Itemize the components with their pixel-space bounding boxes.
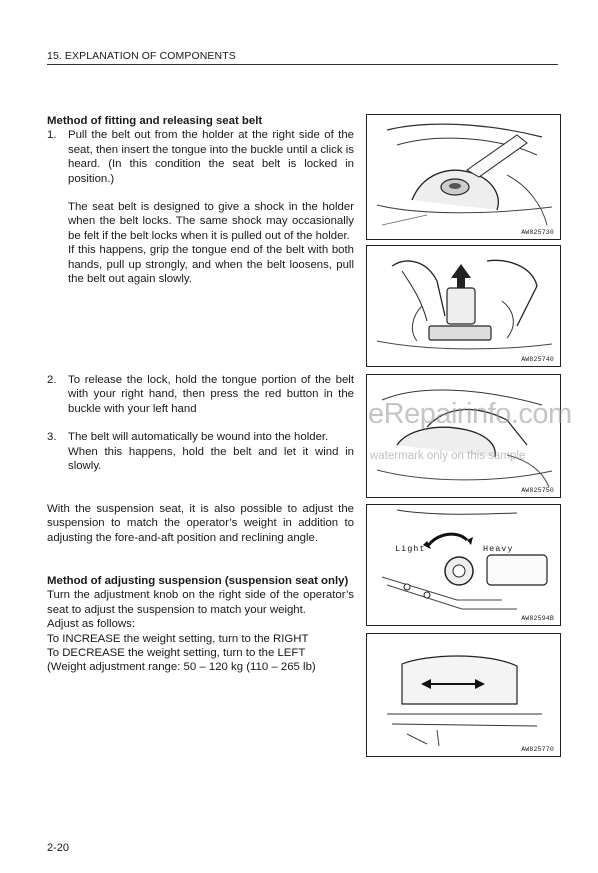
figure-label: AW825740 — [521, 356, 554, 363]
header-rule — [47, 64, 558, 65]
step-1 — [47, 128, 354, 186]
belt-holder-illustration — [367, 115, 560, 239]
figure-pull-up-belt — [366, 245, 561, 367]
adjust-as-follows: Adjust as follows: — [47, 618, 135, 631]
adjusting-heading: Method of adjusting suspension (suspension seat only) — [47, 575, 349, 587]
figure-suspension-knob — [366, 504, 561, 626]
figure-label: AW825770 — [521, 746, 554, 753]
step-1-para-3: If this happens, grip the tongue end of the belt with both hands, pull up strongly, and when the belt loosens, pull the belt out again slowly. — [68, 244, 354, 286]
section-header: 15. EXPLANATION OF COMPONENTS — [47, 50, 236, 62]
page-number: 2-20 — [47, 842, 70, 854]
watermark-subtext: watermark only on this sample — [370, 450, 526, 462]
fore-aft-illustration — [367, 634, 560, 756]
adjusting-block — [47, 574, 354, 675]
step-2 — [47, 373, 354, 416]
step-3-text: The belt will automatically be wound into the holder. — [68, 431, 329, 444]
suspension-note: With the suspension seat, it is also possible to adjust the suspension to match the operator’s weight in addition to adjusting the fore-and-aft position and reclining angle. — [47, 503, 354, 544]
knob-illustration — [367, 505, 560, 625]
fitting-heading: Method of fitting and releasing seat belt — [47, 115, 263, 127]
decrease-instruction: To DECREASE the weight setting, turn to the LEFT — [47, 647, 306, 660]
step-2-number: 2. — [47, 374, 57, 386]
figure-label: AW82594B — [521, 615, 554, 622]
pull-up-illustration — [367, 246, 560, 366]
figure-belt-holder — [366, 114, 561, 240]
release-block — [47, 373, 354, 473]
step-3-number: 3. — [47, 431, 57, 444]
figure-label: AW825730 — [521, 229, 554, 236]
step-2-text: To release the lock, hold the tongue portion of the belt with your right hand, then press the red button in the buckle with your left hand — [68, 374, 354, 415]
step-3-para-2: When this happens, hold the belt and let it wind in slowly. — [68, 445, 354, 473]
release-illustration — [367, 375, 560, 497]
adjusting-intro: Turn the adjustment knob on the right side of the operator’s seat to adjust the suspension to match your weight. — [47, 589, 354, 616]
watermark: eRepairinfo.com — [368, 398, 572, 430]
figure-fore-aft — [366, 633, 561, 757]
figure-release-belt — [366, 374, 561, 498]
fitting-block — [47, 114, 354, 286]
step-1-number: 1. — [47, 129, 57, 142]
step-1-text: Pull the belt out from the holder at the right side of the seat, then insert the tongue into the buckle until a click is heard. (In this condition the seat belt is locked in position.) — [68, 129, 354, 185]
increase-instruction: To INCREASE the weight setting, turn to the RIGHT — [47, 632, 309, 645]
step-3 — [47, 430, 354, 444]
suspension-note-block — [47, 502, 354, 545]
figure-label: AW825750 — [521, 487, 554, 494]
heavy-label: Heavy — [483, 544, 514, 554]
light-label: Light — [395, 544, 426, 554]
step-1-para-2: The seat belt is designed to give a shock in the holder when the belt locks. The same shock may occasionally be felt if the belt locks when it is pulled out of the holder. — [68, 201, 354, 242]
weight-range: (Weight adjustment range: 50 – 120 kg (110 – 265 lb) — [47, 661, 316, 674]
